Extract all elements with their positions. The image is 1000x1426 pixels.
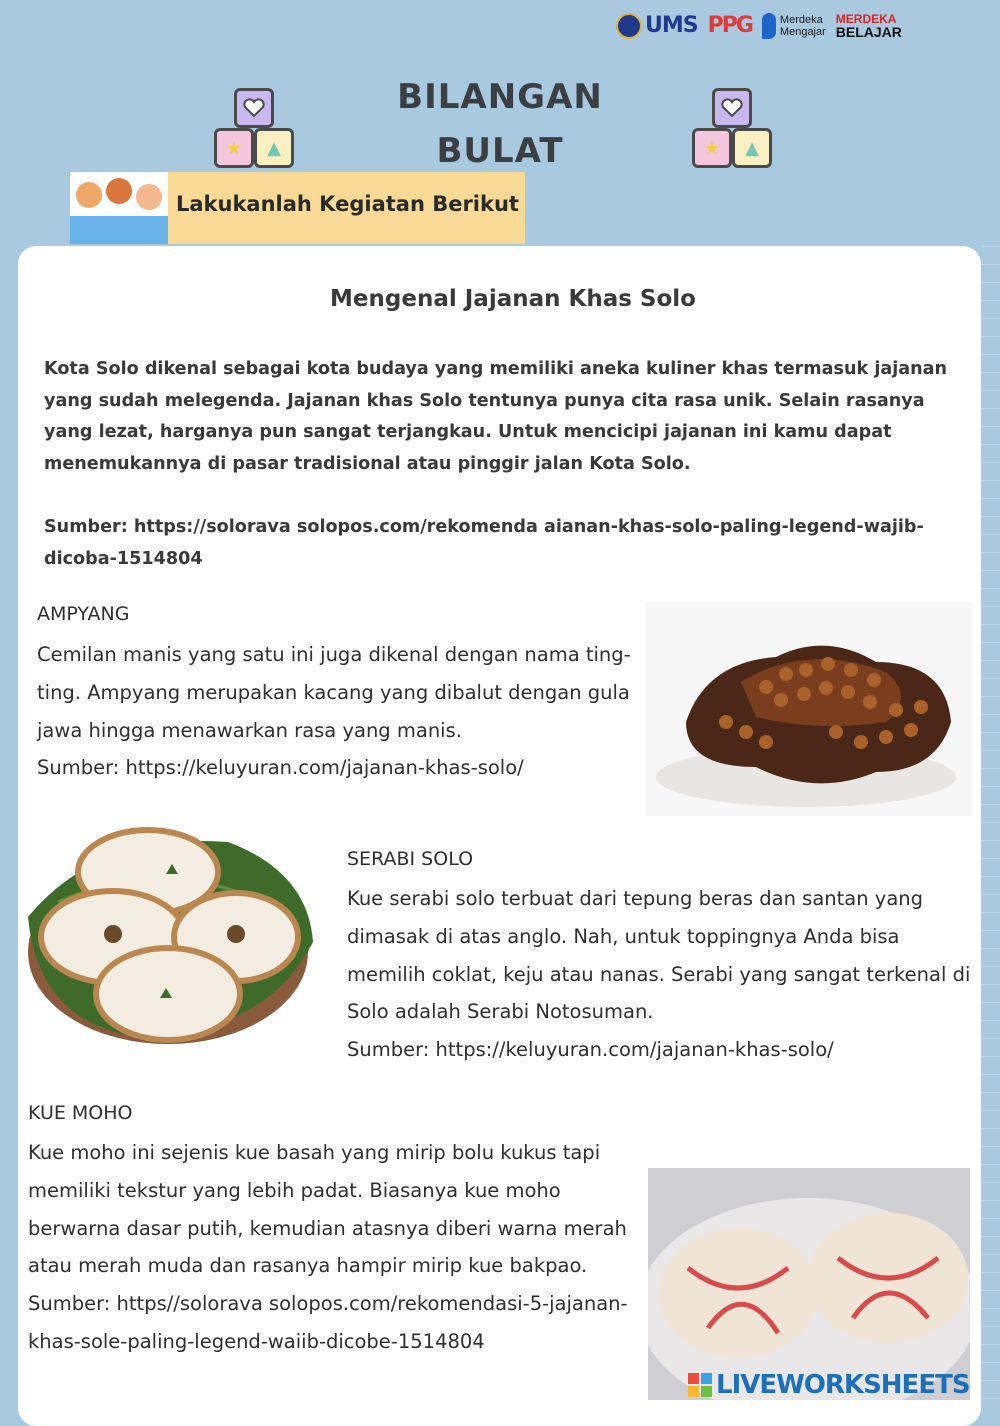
- merdeka-belajar-line-2: BELAJAR: [835, 23, 902, 40]
- ppg-logo: PPG: [707, 13, 752, 38]
- serabi-title: SERABI SOLO: [347, 848, 474, 870]
- children-illustration: [70, 172, 168, 244]
- kue-moho-body: Kue moho ini sejenis kue basah yang mirip bolu kukus tapi memiliki tekstur yang lebih padat. Biasanya kue moho berwarna dasar putih, kemudian atasnya diberi warna merah atau merah muda dan rasanya hampir mirip kue bakpao.: [28, 1141, 627, 1278]
- merdeka-belajar-logo: [836, 13, 902, 40]
- intro-paragraph: Kota Solo dikenal sebagai kota budaya yang memiliki aneka kuliner khas termasuk jajanan yang sudah melegenda. Jajanan khas Solo tentunya punya cita rasa unik. Selain rasanya yang lezat, harganya pun sangat terjangkau. Untuk mencicipi jajanan ini kamu dapat menemukannya di pasar tradisional atau pinggir jalan Kota Solo.: [44, 359, 948, 474]
- grid-paper-edge: [982, 246, 1000, 1414]
- kue-moho-title: KUE MOHO: [28, 1102, 133, 1124]
- kue-moho-description: [28, 1134, 658, 1361]
- merdeka-mengajar-logo: [762, 13, 826, 39]
- page-title: [360, 70, 640, 178]
- serabi-description: [347, 880, 977, 1069]
- toy-blocks-left-icon: ★ ▲: [212, 88, 302, 178]
- serabi-body: Kue serabi solo terbuat dari tepung beras dan santan yang dimasak di atas anglo. Nah, untuk toppingnya Anda bisa memilih coklat, keju atau nanas. Serabi yang sangat terkenal di Solo adalah Serabi Notosuman.: [347, 887, 971, 1024]
- page-title-line-2: BULAT: [436, 131, 564, 171]
- merdeka-belajar-line-1: MERDEKA: [835, 11, 897, 26]
- serabi-source: Sumber: https://keluyuran.com/jajanan-khas-solo/: [347, 1038, 834, 1062]
- ampyang-title: AMPYANG: [37, 603, 130, 625]
- serabi-illustration: [18, 822, 320, 1048]
- kue-moho-photo: [648, 1168, 970, 1400]
- liveworksheets-text: LIVEWORKSHEETS: [716, 1370, 970, 1400]
- merdeka-mengajar-icon: [762, 13, 776, 39]
- ums-logo-text: UMS: [645, 13, 698, 38]
- ampyang-body: Cemilan manis yang satu ini juga dikenal dengan nama ting-ting. Ampyang merupakan kacang yang dibalut dengan gula jawa hingga menawarkan rasa yang manis.: [37, 643, 631, 742]
- activity-banner: [70, 172, 525, 244]
- activity-banner-label: Lakukanlah Kegiatan Berikut: [176, 192, 519, 216]
- page-title-line-1: BILANGAN: [397, 77, 603, 117]
- liveworksheets-squares-icon: [688, 1373, 712, 1397]
- intro-source: Sumber: https://solorava solopos.com/rekomenda aianan-khas-solo-paling-legend-wajib-dicoba-1514804: [44, 517, 924, 569]
- section-heading: Mengenal Jajanan Khas Solo: [330, 286, 696, 312]
- merdeka-mengajar-line-2: Mengajar: [779, 26, 826, 38]
- ums-seal-icon: [616, 13, 642, 39]
- ampyang-source: Sumber: https://keluyuran.com/jajanan-khas-solo/: [37, 756, 524, 780]
- toy-blocks-right-icon: ★ ▲: [690, 88, 780, 178]
- ums-logo: [616, 13, 698, 39]
- ampyang-description: [37, 636, 643, 787]
- liveworksheets-logo: [688, 1370, 970, 1400]
- partner-logos: [616, 6, 946, 46]
- kue-moho-source: Sumber: https//solorava solopos.com/rekomendasi-5-jajanan-khas-sole-paling-legend-waiib-dicobe-1514804: [28, 1292, 628, 1353]
- merdeka-mengajar-line-1: Merdeka: [779, 14, 823, 26]
- ampyang-photo: [646, 602, 972, 816]
